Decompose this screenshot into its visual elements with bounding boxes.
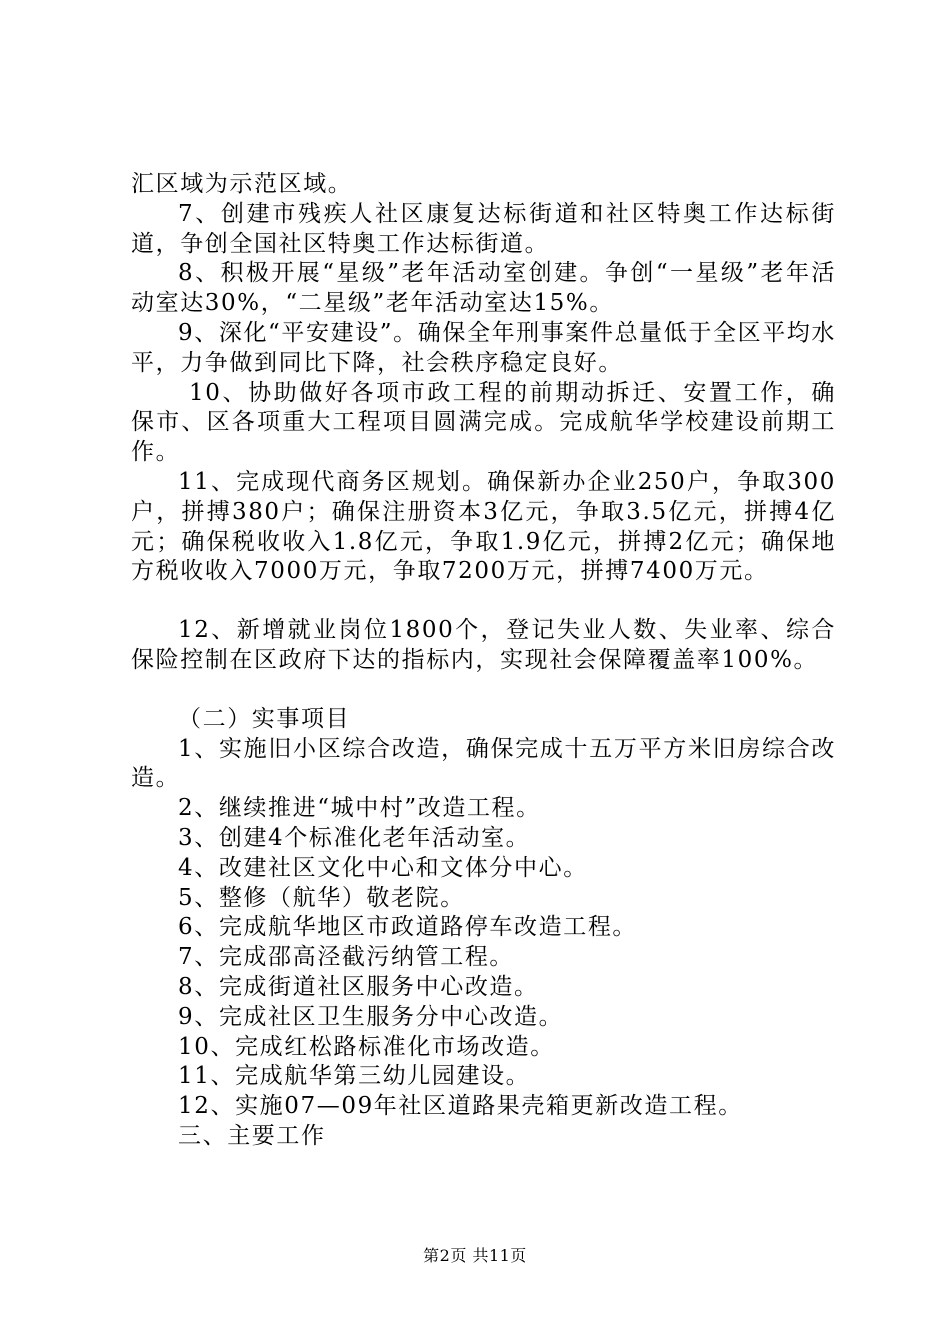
paragraph-item-12: 12、新增就业岗位1800个，登记失业人数、失业率、综合保险控制在区政府下达的指标内，实现社会保障覆盖率100%。 — [131, 617, 836, 673]
project-item-4: 4、改建社区文化中心和文体分中心。 — [178, 854, 588, 881]
paragraph-item-10: 10、协助做好各项市政工程的前期动拆迁、安置工作，确保市、区各项重大工程项目圆满完成。完成航华学校建设前期工作。 — [131, 379, 836, 466]
project-item-10: 10、完成红松路标准化市场改造。 — [178, 1033, 555, 1060]
section-heading-main-work: 三、主要工作 — [178, 1122, 326, 1149]
project-item-7: 7、完成邵高泾截污纳管工程。 — [178, 944, 515, 971]
paragraph-continuation: 汇区域为示范区域。 — [131, 171, 353, 197]
project-item-1: 1、实施旧小区综合改造，确保完成十五万平方米旧房综合改造。 — [131, 735, 836, 792]
project-item-8: 8、完成街道社区服务中心改造。 — [178, 973, 539, 1000]
paragraph-item-11: 11、完成现代商务区规划。确保新办企业250户，争取300户，拼搏380户；确保注册资本3亿元，争取3.5亿元，拼搏4亿元；确保税收收入1.8亿元，争取1.9亿元，拼搏2亿元；确保地方税收收入7000万元，争取7200万元，拼搏7400万元。 — [131, 468, 836, 585]
paragraph-item-7: 7、创建市残疾人社区康复达标街道和社区特奥工作达标街道，争创全国社区特奥工作达标街道。 — [131, 200, 836, 257]
project-item-6: 6、完成航华地区市政道路停车改造工程。 — [178, 914, 638, 941]
project-item-5: 5、整修（航华）敬老院。 — [178, 884, 465, 911]
paragraph-item-9: 9、深化“平安建设”。确保全年刑事案件总量低于全区平均水平，力争做到同比下降，社会秩序稳定良好。 — [131, 319, 836, 376]
project-item-9: 9、完成社区卫生服务分中心改造。 — [178, 1003, 564, 1030]
document-body — [131, 170, 836, 1152]
paragraph-item-8: 8、积极开展“星级”老年活动室创建。争创“一星级”老年活动室达30%，“二星级”老年活动室达15%。 — [131, 260, 836, 317]
project-item-12: 12、实施07—09年社区道路果壳箱更新改造工程。 — [178, 1093, 743, 1120]
section-heading-practical-projects: （二）实事项目 — [178, 705, 351, 732]
project-item-3: 3、创建4个标准化老年活动室。 — [178, 824, 531, 851]
project-item-11: 11、完成航华第三幼儿园建设。 — [178, 1063, 531, 1090]
project-item-2: 2、继续推进“城中村”改造工程。 — [178, 795, 541, 822]
page-number-footer: 第2页 共11页 — [423, 1246, 527, 1265]
